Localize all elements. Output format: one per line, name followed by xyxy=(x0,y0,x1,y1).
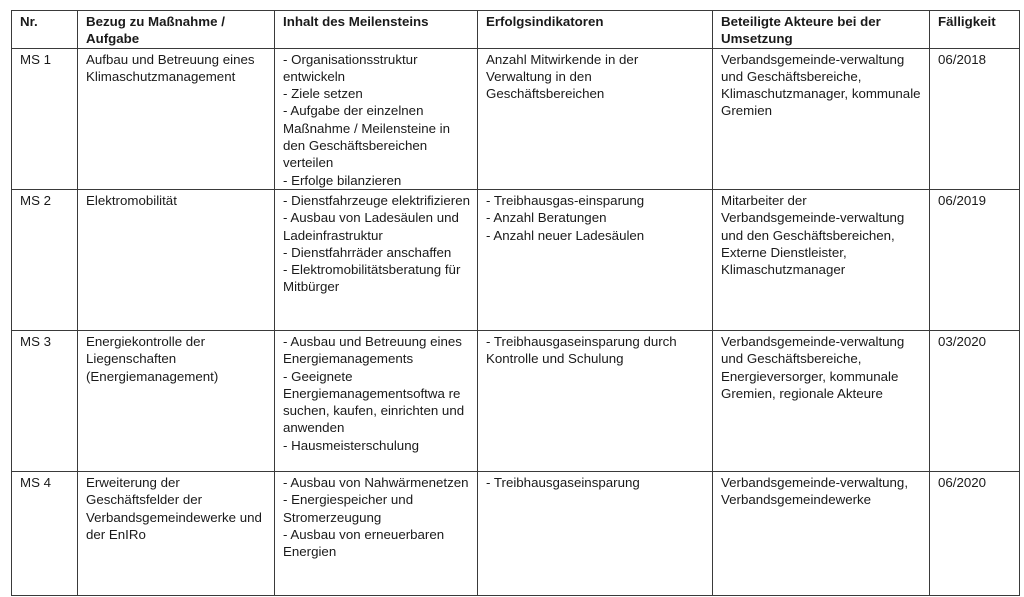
indikator-item: - Anzahl neuer Ladesäulen xyxy=(486,227,645,243)
indikator-item: - Treibhausgaseinsparung xyxy=(486,474,640,490)
cell-akteure: Verbandsgemeinde-verwaltung und Geschäftsbereiche, Energieversorger, kommunale Gremien, regionale Akteure xyxy=(713,330,930,471)
indikator-item: Anzahl Mitwirkende in der Verwaltung in den Geschäftsbereichen xyxy=(486,51,639,102)
table-row xyxy=(12,189,1020,330)
cell-bezug: Energiekontrolle der Liegenschaften (Energiemanagement) xyxy=(78,330,275,471)
header-akteure: Beteiligte Akteure bei der Umsetzung xyxy=(713,11,930,49)
cell-faelligkeit: 06/2020 xyxy=(930,471,1020,595)
cell-faelligkeit: 06/2018 xyxy=(930,48,1020,189)
inhalt-item: - Elektromobilitätsberatung für Mitbürger xyxy=(283,262,461,295)
inhalt-item: - Ausbau von Ladesäulen und Ladeinfrastruktur xyxy=(283,210,459,243)
table-header-row xyxy=(12,11,1020,49)
table-row xyxy=(12,48,1020,189)
cell-nr: MS 3 xyxy=(12,330,78,471)
cell-faelligkeit: 03/2020 xyxy=(930,330,1020,471)
cell-akteure: Verbandsgemeinde-verwaltung und Geschäftsbereiche, Klimaschutzmanager, kommunale Gremien xyxy=(713,48,930,189)
header-nr: Nr. xyxy=(12,11,78,49)
cell-inhalt xyxy=(275,189,478,330)
cell-inhalt xyxy=(275,330,478,471)
indikator-item: - Treibhausgaseinsparung durch Kontrolle und Schulung xyxy=(486,333,677,367)
cell-indikatoren xyxy=(478,189,713,330)
inhalt-item: - Energiespeicher und Stromerzeugung xyxy=(283,492,414,525)
table-row xyxy=(12,471,1020,595)
header-bezug: Bezug zu Maßnahme / Aufgabe xyxy=(78,11,275,49)
cell-indikatoren xyxy=(478,330,713,471)
inhalt-item: - Organisationsstruktur entwickeln xyxy=(283,51,418,84)
inhalt-item: - Ausbau und Betreuung eines Energiemanagements xyxy=(283,333,462,367)
header-indikatoren: Erfolgsindikatoren xyxy=(478,11,713,49)
cell-akteure: Mitarbeiter der Verbandsgemeinde-verwaltung und den Geschäftsbereichen, Externe Dienstleister, Klimaschutzmanager xyxy=(713,189,930,330)
inhalt-item: - Dienstfahrzeuge elektrifizieren xyxy=(283,192,470,208)
header-inhalt: Inhalt des Meilensteins xyxy=(275,11,478,49)
cell-faelligkeit: 06/2019 xyxy=(930,189,1020,330)
cell-bezug: Elektromobilität xyxy=(78,189,275,330)
cell-indikatoren xyxy=(478,48,713,189)
cell-bezug: Aufbau und Betreuung eines Klimaschutzmanagement xyxy=(78,48,275,189)
milestone-table xyxy=(11,10,1020,596)
cell-inhalt xyxy=(275,48,478,189)
cell-indikatoren xyxy=(478,471,713,595)
inhalt-item: - Geeignete Energiemanagementsoftwa re suchen, kaufen, einrichten und anwenden xyxy=(283,368,465,436)
cell-nr: MS 4 xyxy=(12,471,78,595)
cell-bezug: Erweiterung der Geschäftsfelder der Verbandsgemeindewerke und der EnIRo xyxy=(78,471,275,595)
inhalt-item: - Dienstfahrräder anschaffen xyxy=(283,244,452,260)
header-faelligkeit: Fälligkeit xyxy=(930,11,1020,49)
inhalt-item: - Hausmeisterschulung xyxy=(283,437,419,453)
indikator-item: - Treibhausgas-einsparung xyxy=(486,192,645,208)
inhalt-item: - Ausbau von erneuerbaren Energien xyxy=(283,526,445,560)
indikator-item: - Anzahl Beratungen xyxy=(486,210,607,226)
cell-nr: MS 1 xyxy=(12,48,78,189)
cell-akteure: Verbandsgemeinde-verwaltung, Verbandsgemeindewerke xyxy=(713,471,930,595)
cell-nr: MS 2 xyxy=(12,189,78,330)
table-row xyxy=(12,330,1020,471)
inhalt-item: - Erfolge bilanzieren xyxy=(283,172,402,188)
inhalt-item: - Aufgabe der einzelnen Maßnahme / Meilensteine in den Geschäftsbereichen verteilen xyxy=(283,103,451,171)
inhalt-item: - Ziele setzen xyxy=(283,86,363,102)
inhalt-item: - Ausbau von Nahwärmenetzen xyxy=(283,474,469,490)
cell-inhalt xyxy=(275,471,478,595)
